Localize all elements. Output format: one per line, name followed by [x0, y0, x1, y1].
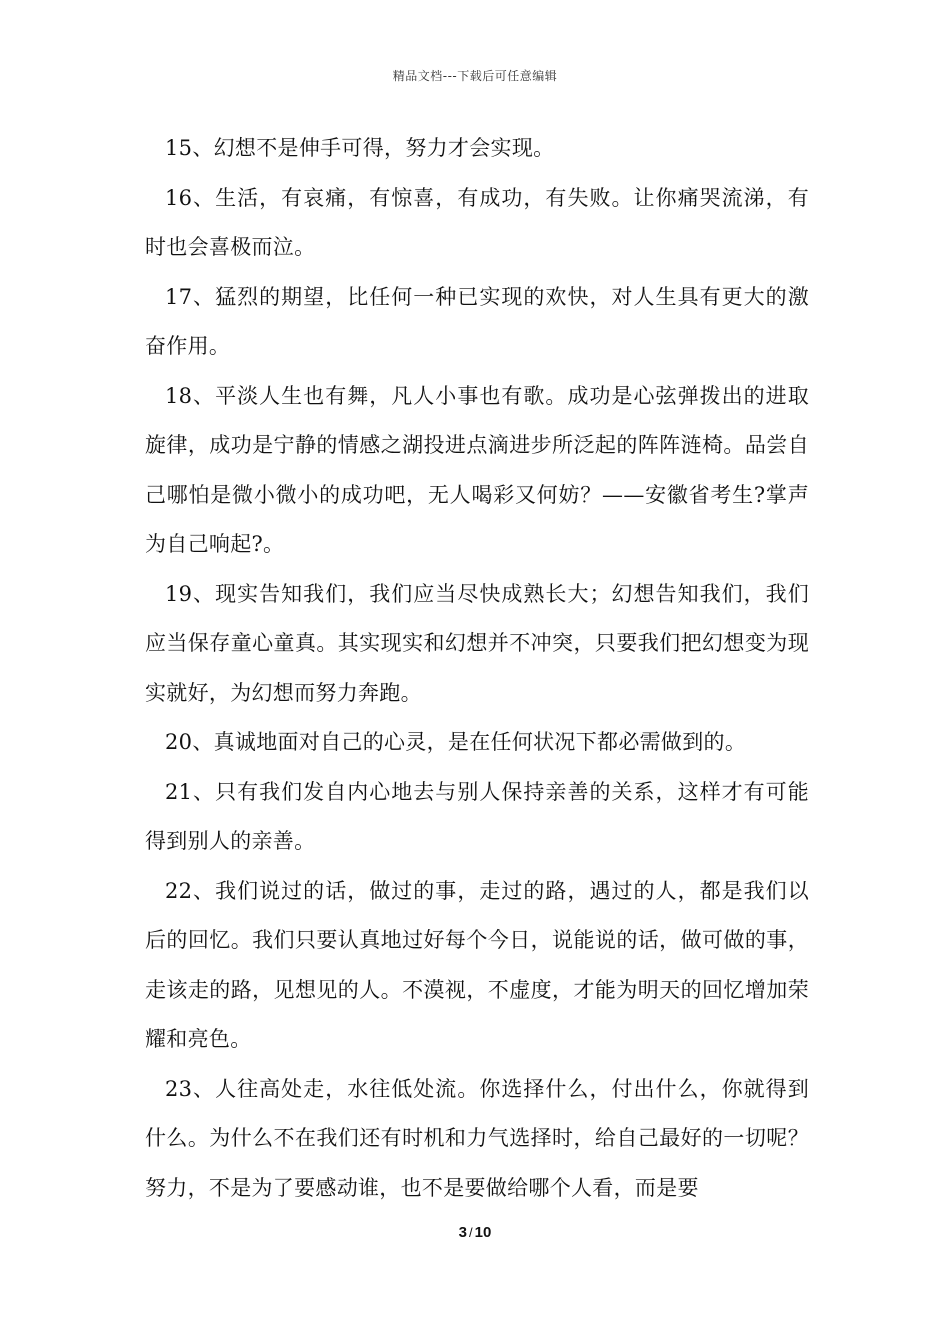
paragraph-21: 21、只有我们发自内心地去与别人保持亲善的关系，这样才有可能得到别人的亲善。 — [145, 779, 809, 853]
page-number-separator: / — [469, 1225, 473, 1240]
paragraph-20: 20、真诚地面对自己的心灵，是在任何状况下都必需做到的。 — [165, 730, 747, 754]
document-body — [145, 124, 809, 1213]
paragraph-16: 16、生活，有哀痛，有惊喜，有成功，有失败。让你痛哭流涕，有时也会喜极而泣。 — [145, 185, 809, 259]
paragraph-18: 18、平淡人生也有舞，凡人小事也有歌。成功是心弦弹拨出的进取旋律，成功是宁静的情感之湖投进点滴进步所泛起的阵阵涟椅。品尝自己哪怕是微小微小的成功吧，无人喝彩又何妨？——安徽省考生?掌声为自己响起?。 — [145, 383, 809, 556]
paragraph-17: 17、猛烈的期望，比任何一种已实现的欢快，对人生具有更大的激奋作用。 — [145, 284, 809, 358]
paragraph-23: 23、人往高处走，水往低处流。你选择什么，付出什么，你就得到什么。为什么不在我们还有时机和力气选择时，给自己最好的一切呢？努力，不是为了要感动谁，也不是要做给哪个人看，而是要 — [145, 1076, 809, 1200]
paragraph-19: 19、现实告知我们，我们应当尽快成熟长大；幻想告知我们，我们应当保存童心童真。其实现实和幻想并不冲突，只要我们把幻想变为现实就好，为幻想而努力奔跑。 — [145, 581, 809, 705]
page-header: 精品文档---下载后可任意编辑 — [392, 69, 558, 83]
total-pages-number: 10 — [474, 1224, 492, 1241]
current-page-number: 3 — [458, 1224, 468, 1241]
paragraph-22: 22、我们说过的话，做过的事，走过的路，遇过的人，都是我们以后的回忆。我们只要认真地过好每个今日，说能说的话，做可做的事，走该走的路，见想见的人。不漠视，不虚度，才能为明天的回忆增加荣耀和亮色。 — [145, 878, 809, 1051]
page-number — [0, 1224, 950, 1241]
paragraph-15: 15、幻想不是伸手可得，努力才会实现。 — [165, 136, 555, 160]
